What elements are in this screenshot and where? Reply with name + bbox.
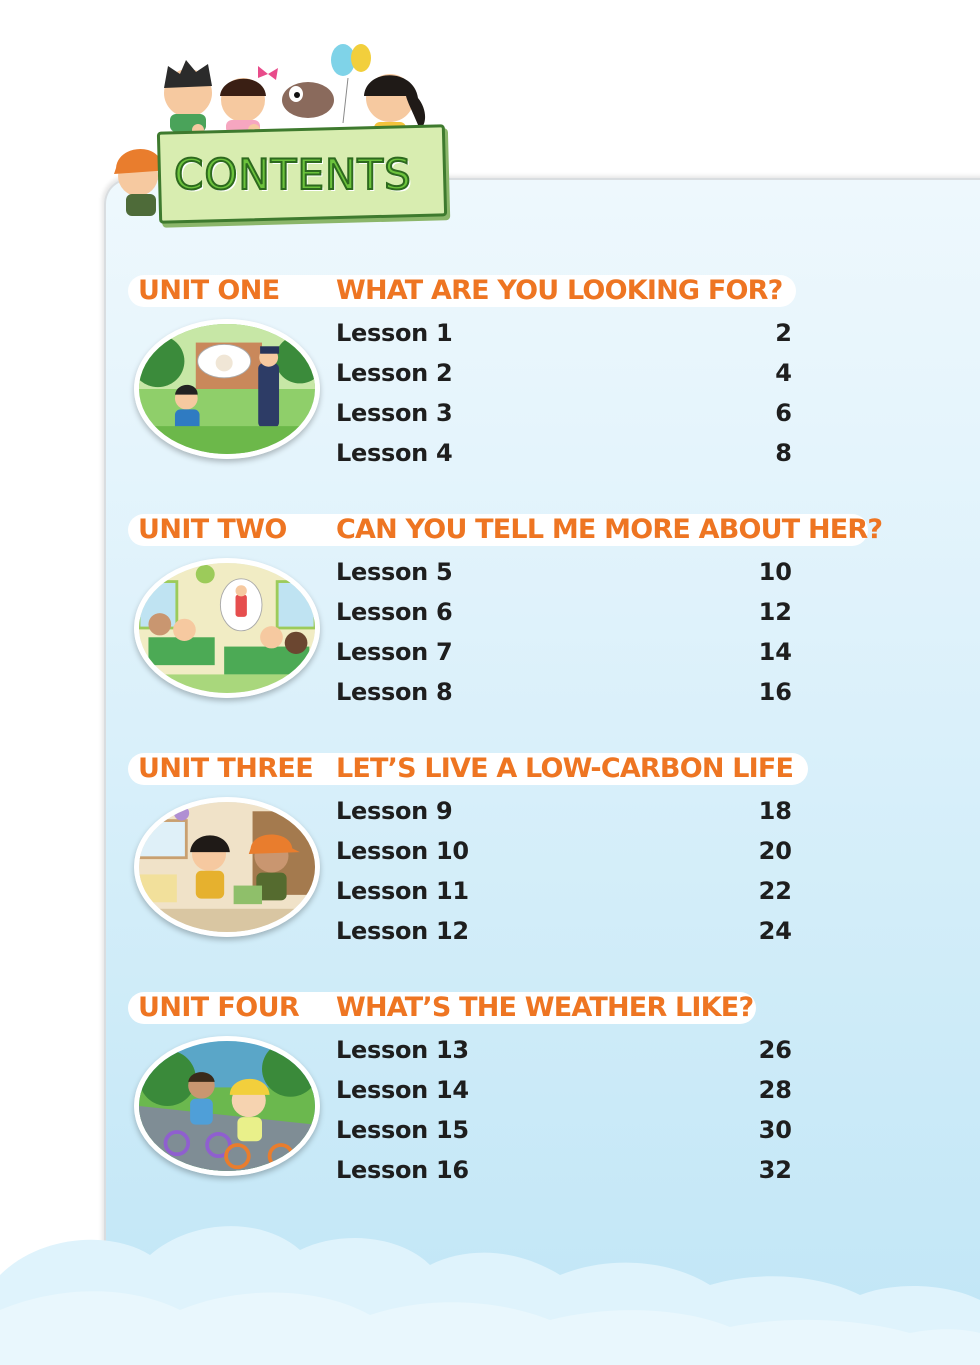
unit-name: UNIT ONE	[138, 275, 280, 306]
unit-title: CAN YOU TELL ME MORE ABOUT HER?	[336, 514, 883, 545]
lesson-page-number: 18	[758, 797, 792, 825]
unit-illustration	[134, 1036, 320, 1176]
lesson-row[interactable]	[336, 433, 792, 473]
lesson-row[interactable]	[336, 552, 792, 592]
lesson-page-number: 12	[758, 598, 792, 626]
lesson-label: Lesson 8	[336, 678, 453, 706]
lesson-label: Lesson 12	[336, 917, 469, 945]
lesson-label: Lesson 6	[336, 598, 453, 626]
lesson-list	[336, 313, 792, 473]
unit-name: UNIT TWO	[138, 514, 287, 545]
lesson-row[interactable]	[336, 592, 792, 632]
lesson-label: Lesson 14	[336, 1076, 469, 1104]
clouds-decoration	[0, 1215, 980, 1365]
lesson-page-number: 22	[758, 877, 792, 905]
lesson-label: Lesson 4	[336, 439, 453, 467]
unit-illustration	[134, 797, 320, 937]
lesson-row[interactable]	[336, 632, 792, 672]
lesson-row[interactable]	[336, 791, 792, 831]
lesson-page-number: 14	[758, 638, 792, 666]
lesson-row[interactable]	[336, 393, 792, 433]
lesson-list	[336, 791, 792, 951]
lesson-row[interactable]	[336, 831, 792, 871]
unit-illustration	[134, 558, 320, 698]
lesson-label: Lesson 16	[336, 1156, 469, 1184]
lesson-label: Lesson 13	[336, 1036, 469, 1064]
lesson-page-number: 20	[758, 837, 792, 865]
unit-illustration	[134, 319, 320, 459]
unit-title: LET’S LIVE A LOW-CARBON LIFE	[336, 753, 794, 784]
lesson-page-number: 30	[758, 1116, 792, 1144]
lesson-page-number: 28	[758, 1076, 792, 1104]
lesson-page-number: 24	[758, 917, 792, 945]
lesson-page-number: 6	[775, 399, 792, 427]
unit-title: WHAT’S THE WEATHER LIKE?	[336, 992, 754, 1023]
lesson-row[interactable]	[336, 353, 792, 393]
lesson-label: Lesson 3	[336, 399, 453, 427]
lesson-row[interactable]	[336, 1070, 792, 1110]
lesson-list	[336, 552, 792, 712]
lesson-list	[336, 1030, 792, 1190]
lesson-label: Lesson 9	[336, 797, 453, 825]
lesson-page-number: 16	[758, 678, 792, 706]
page-title: CONTENTS	[174, 150, 412, 199]
lesson-page-number: 26	[758, 1036, 792, 1064]
unit-name: UNIT THREE	[138, 753, 314, 784]
lesson-label: Lesson 5	[336, 558, 453, 586]
lesson-label: Lesson 11	[336, 877, 469, 905]
lesson-label: Lesson 15	[336, 1116, 469, 1144]
lesson-page-number: 32	[758, 1156, 792, 1184]
lesson-row[interactable]	[336, 911, 792, 951]
lesson-page-number: 10	[758, 558, 792, 586]
lesson-page-number: 8	[775, 439, 792, 467]
lesson-row[interactable]	[336, 313, 792, 353]
lesson-label: Lesson 7	[336, 638, 453, 666]
lesson-label: Lesson 10	[336, 837, 469, 865]
lesson-row[interactable]	[336, 1110, 792, 1150]
lesson-page-number: 4	[775, 359, 792, 387]
lesson-row[interactable]	[336, 871, 792, 911]
unit-title: WHAT ARE YOU LOOKING FOR?	[336, 275, 783, 306]
lesson-row[interactable]	[336, 1150, 792, 1190]
lesson-label: Lesson 1	[336, 319, 453, 347]
lesson-label: Lesson 2	[336, 359, 453, 387]
lesson-row[interactable]	[336, 1030, 792, 1070]
unit-name: UNIT FOUR	[138, 992, 300, 1023]
lesson-row[interactable]	[336, 672, 792, 712]
lesson-page-number: 2	[775, 319, 792, 347]
